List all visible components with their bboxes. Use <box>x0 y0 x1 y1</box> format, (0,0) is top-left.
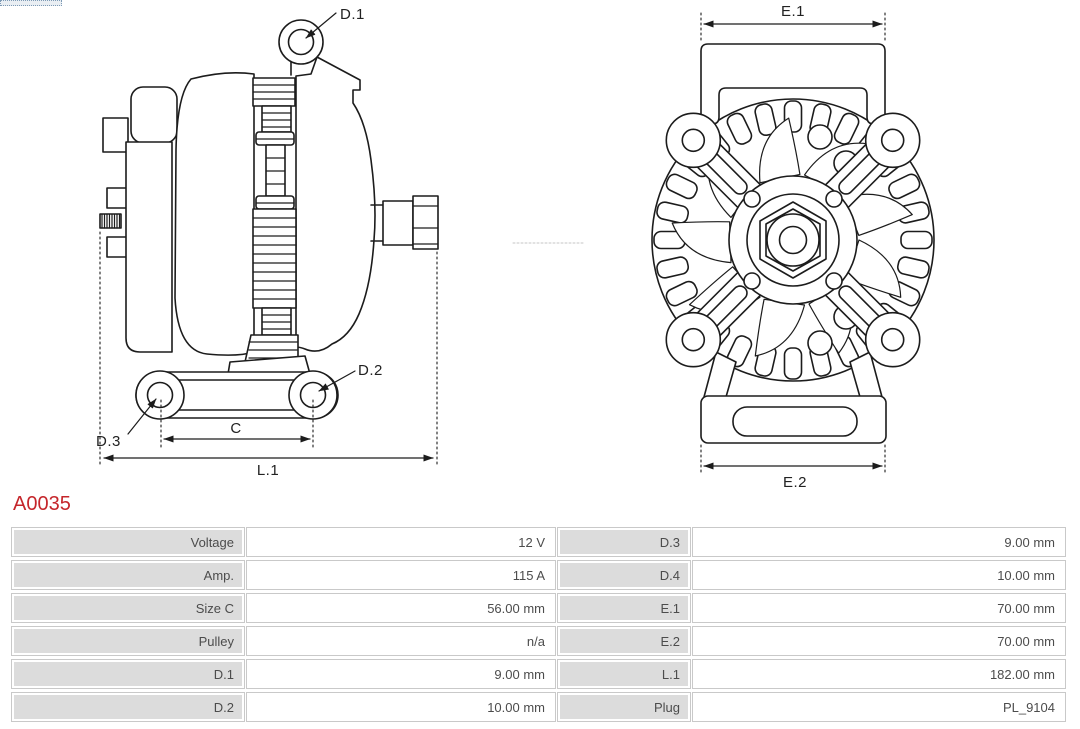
spec-label: D.3 <box>557 527 691 557</box>
spec-label: E.2 <box>557 626 691 656</box>
front-view-hub <box>729 176 857 304</box>
spec-value: 70.00 mm <box>692 593 1066 623</box>
spec-label: Size C <box>11 593 245 623</box>
spec-label: Amp. <box>11 560 245 590</box>
spec-value: n/a <box>246 626 556 656</box>
dim-label-d3: D.3 <box>96 433 121 450</box>
spec-label: E.1 <box>557 593 691 623</box>
spec-label: Pulley <box>11 626 245 656</box>
side-view-mounting-lugs <box>136 356 338 419</box>
part-number: A0035 <box>13 493 71 515</box>
dim-label-e1: E.1 <box>780 3 806 20</box>
side-view-top-mount <box>279 20 323 64</box>
spec-label: L.1 <box>557 659 691 689</box>
spec-label: D.2 <box>11 692 245 722</box>
spec-value: 115 A <box>246 560 556 590</box>
spec-value: 70.00 mm <box>692 626 1066 656</box>
spec-value: 182.00 mm <box>692 659 1066 689</box>
front-view <box>652 3 934 491</box>
dim-label-l1: L.1 <box>256 462 280 479</box>
dim-label-c: C <box>230 420 242 437</box>
spec-value: 9.00 mm <box>246 659 556 689</box>
side-view-rear-housing <box>100 87 177 352</box>
spec-table <box>10 524 1067 725</box>
spec-value: 9.00 mm <box>692 527 1066 557</box>
spec-value: PL_9104 <box>692 692 1066 722</box>
side-view <box>96 6 438 479</box>
dim-label-e2: E.2 <box>782 474 808 491</box>
table-row <box>11 527 1066 557</box>
spec-value: 10.00 mm <box>246 692 556 722</box>
dim-label-d1: D.1 <box>340 6 365 23</box>
side-view-connector <box>371 196 438 249</box>
table-row <box>11 560 1066 590</box>
table-row <box>11 593 1066 623</box>
dim-label-d2: D.2 <box>358 362 383 379</box>
spec-label: Plug <box>557 692 691 722</box>
table-row <box>11 626 1066 656</box>
spec-value: 10.00 mm <box>692 560 1066 590</box>
spec-label: D.4 <box>557 560 691 590</box>
spec-label: Voltage <box>11 527 245 557</box>
spec-label: D.1 <box>11 659 245 689</box>
table-row <box>11 659 1066 689</box>
spec-value: 56.00 mm <box>246 593 556 623</box>
spec-value: 12 V <box>246 527 556 557</box>
table-row <box>11 692 1066 722</box>
